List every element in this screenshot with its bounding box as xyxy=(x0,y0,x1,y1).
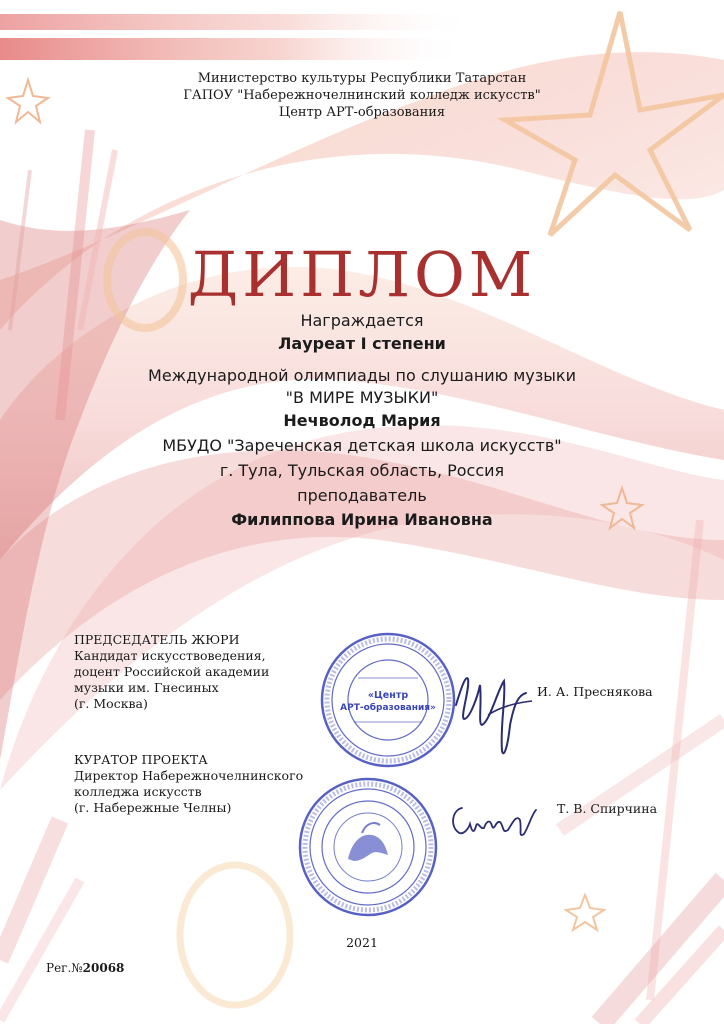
diploma-year: 2021 xyxy=(346,935,378,950)
header-college: ГАПОУ "Набережночелнинский колледж искусств" xyxy=(183,88,541,103)
jury-signer-name: И. А. Преснякова xyxy=(537,684,653,699)
curator-block xyxy=(74,752,303,816)
curator-signer-name: Т. В. Спирчина xyxy=(557,801,658,816)
header-ministry: Министерство культуры Республики Татарстан xyxy=(197,71,527,86)
jury-title-line4: (г. Москва) xyxy=(74,696,148,711)
curator-title-line3: (г. Набережные Челны) xyxy=(74,800,232,815)
award-place: Лауреат I степени xyxy=(278,334,446,353)
curator-signature xyxy=(446,800,546,845)
jury-role: ПРЕДСЕДАТЕЛЬ ЖЮРИ xyxy=(74,632,240,647)
event-name-line2: "В МИРЕ МУЗЫКИ" xyxy=(285,388,439,407)
header-block xyxy=(0,70,724,121)
jury-title-line2: доцент Российской академии xyxy=(74,664,270,679)
jury-chairman-block xyxy=(74,632,269,712)
stamp-center-line1: «Центр xyxy=(367,690,409,701)
jury-signature xyxy=(448,655,538,765)
diploma-title-text: ДИПЛОМ xyxy=(187,238,537,308)
awarded-label: Награждается xyxy=(300,311,424,330)
stamp-center-line2: АРТ-образования» xyxy=(340,703,436,713)
header-center: Центр АРТ-образования xyxy=(278,105,446,120)
registration-prefix: Рег.№ xyxy=(46,961,83,975)
participant-name: Нечволод Мария xyxy=(283,411,441,430)
registration-value: 20068 xyxy=(82,961,125,975)
event-name-line1: Международной олимпиады по слушанию музыки xyxy=(148,366,576,385)
jury-title-line1: Кандидат искусствоведения, xyxy=(74,648,266,663)
curator-title-line1: Директор Набережночелнинского xyxy=(74,768,304,783)
curator-title-line2: колледжа искусств xyxy=(74,784,202,799)
college-seal-stamp xyxy=(296,775,440,919)
school-name: МБУДО "Зареченская детская школа искусств" xyxy=(162,436,562,455)
teacher-label: преподаватель xyxy=(297,486,427,505)
teacher-name: Филиппова Ирина Ивановна xyxy=(231,510,493,529)
curator-role: КУРАТОР ПРОЕКТА xyxy=(74,752,208,767)
school-location: г. Тула, Тульская область, Россия xyxy=(219,461,505,480)
diploma-title xyxy=(0,228,724,308)
art-center-stamp xyxy=(318,630,458,770)
registration-number xyxy=(46,961,124,975)
jury-title-line3: музыки им. Гнесиных xyxy=(74,680,219,695)
